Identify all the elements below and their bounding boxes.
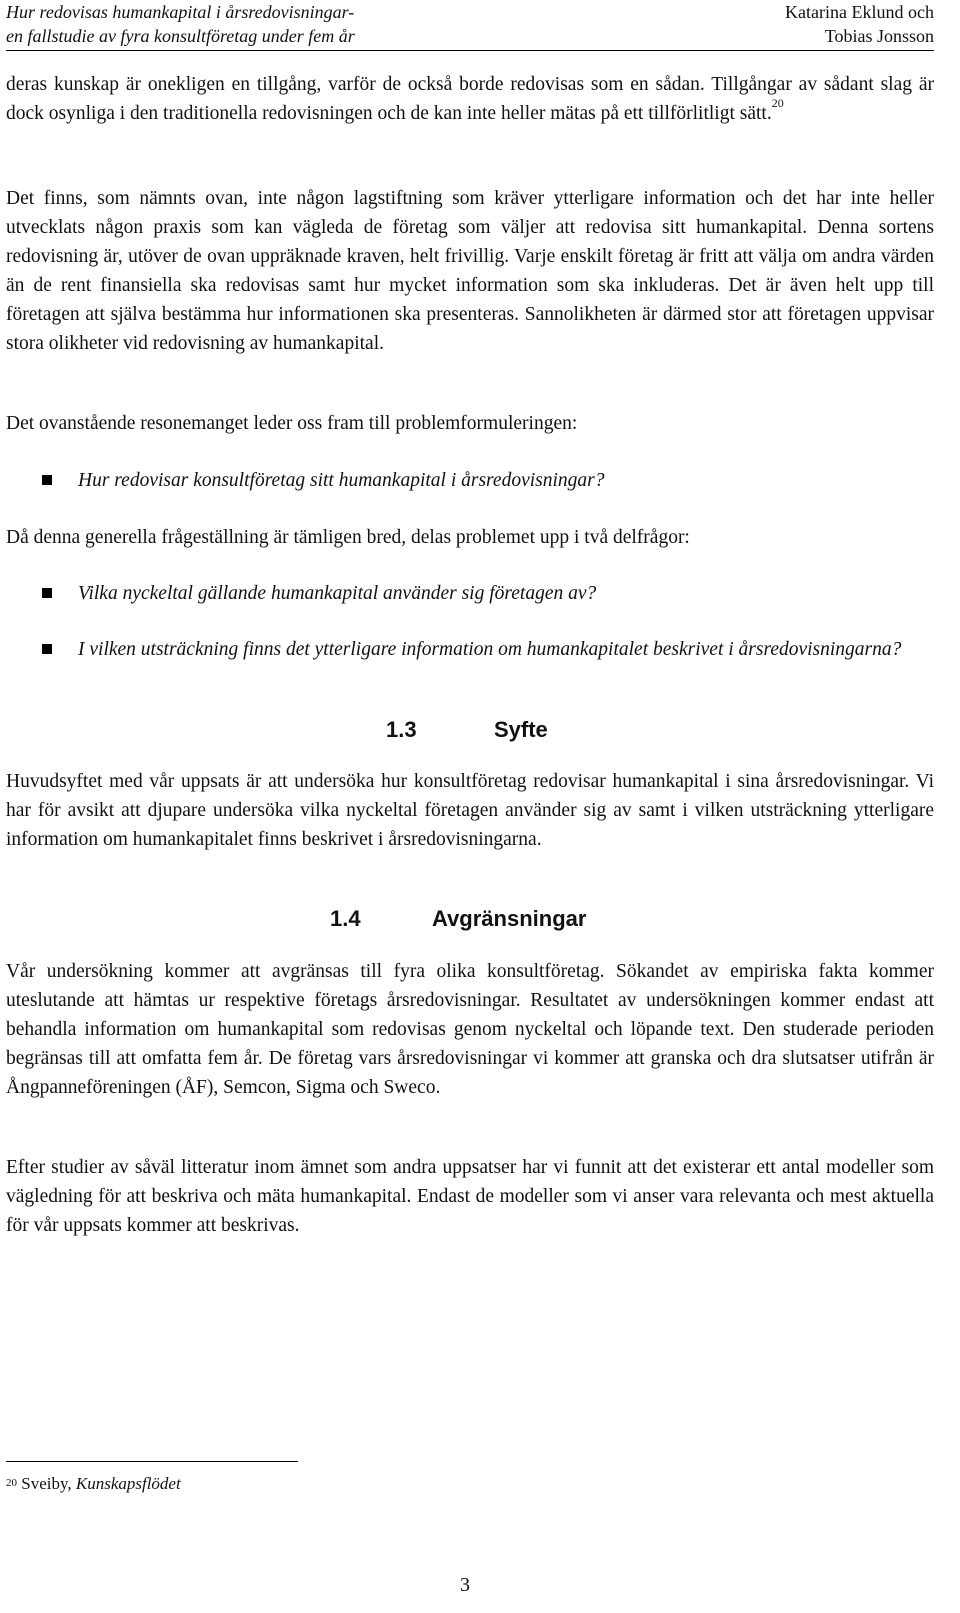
square-bullet-icon [42, 475, 52, 485]
footnote-separator [6, 1461, 298, 1462]
paragraph-5: Huvudsyftet med vår uppsats är att undersöka hur konsultföretag redovisar humankapital i sina årsredovisningar. Vi har för avsikt att djupare undersöka vilka nyckeltal företagen använder sig av samt i vilken utsträckning ytterligare information om humankapitalet finns beskrivet i årsredovisningarna. [6, 771, 934, 850]
square-bullet-icon [42, 588, 52, 598]
section-number-1-3: 1.3 [386, 717, 417, 742]
paragraph-2: Det finns, som nämnts ovan, inte någon lagstiftning som kräver ytterligare information och det har inte heller utvecklats någon praxis som kan vägleda de företag som väljer att redovisa sitt humankapital. Denna sortens redovisning är, utöver de ovan uppräknade kraven, helt frivillig. Varje enskilt företag är fritt att välja om andra värden än de rent finansiella ska redovisas samt hur mycket information som ska inkluderas. Det är även helt upp till företagen att själva bestämma hur informationen ska presenteras. Sannolikheten är därmed stor att företagen uppvisar stora olikheter vid redovisning av humankapital. [6, 188, 934, 354]
paragraph-3: Det ovanstående resonemanget leder oss fram till problemformuleringen: [6, 413, 578, 434]
footnote-20 [6, 1472, 181, 1496]
header-title-line-2: en fallstudie av fyra konsultföretag under fem år [6, 26, 355, 46]
paragraph-1 [6, 70, 934, 128]
question-sub-1-text: Vilka nyckeltal gällande humankapital använder sig företagen av? [78, 583, 597, 604]
paragraph-7: Efter studier av såväl litteratur inom ämnet som andra uppsatser har vi funnit att det existerar ett antal modeller som vägledning för att beskriva och mäta humankapital. Endast de modeller som vi anser vara relevanta och mest aktuella för vår uppsats kommer att beskrivas. [6, 1157, 934, 1236]
paragraph-1-text: deras kunskap är onekligen en tillgång, varför de också borde redovisas som en sådan. Tillgångar av sådant slag är dock osynliga i den traditionella redovisningen och de kan inte heller mätas på ett tillförlitligt sätt. [6, 74, 934, 124]
question-main-text: Hur redovisar konsultföretag sitt humankapital i årsredovisningar? [78, 470, 605, 491]
paragraph-4: Då denna generella frågeställning är tämligen bred, delas problemet upp i två delfrågor: [6, 527, 690, 548]
footnote-ref[interactable]: 20 [771, 96, 784, 110]
page-number: 3 [460, 1574, 470, 1596]
section-title-syfte: Syfte [494, 717, 548, 742]
question-sub-2-text: I vilken utsträckning finns det ytterligare information om humankapitalet beskrivet i årsredovisningarna? [78, 639, 902, 660]
header-authors [785, 0, 934, 48]
header-title-line-1: Hur redovisas humankapital i årsredovisningar- [6, 2, 355, 22]
header-authors-line-2: Tobias Jonsson [824, 26, 934, 46]
paragraph-6: Vår undersökning kommer att avgränsas till fyra olika konsultföretag. Sökandet av empiriska fakta kommer uteslutande att hämtas ur respektive företags årsredovisningar. Resultatet av undersökningen kommer endast att behandla information om humankapital som redovisas genom nyckeltal och löpande text. Den studerade perioden begränsas till att omfatta fem år. De företag vars årsredovisningar vi kommer att granska och dra slutsatser utifrån är Ångpanneföreningen (ÅF), Semcon, Sigma och Sweco. [6, 961, 934, 1098]
footnote-source-title: Kunskapsflödet [75, 1474, 181, 1493]
square-bullet-icon [42, 644, 52, 654]
header-title [6, 0, 355, 48]
running-header [6, 0, 934, 51]
section-title-avgransningar: Avgränsningar [432, 906, 587, 931]
section-number-1-4: 1.4 [330, 906, 361, 931]
footnote-number: 20 [6, 1477, 17, 1489]
header-authors-line-1: Katarina Eklund och [785, 2, 934, 22]
footnote-author: Sveiby, [21, 1474, 76, 1493]
